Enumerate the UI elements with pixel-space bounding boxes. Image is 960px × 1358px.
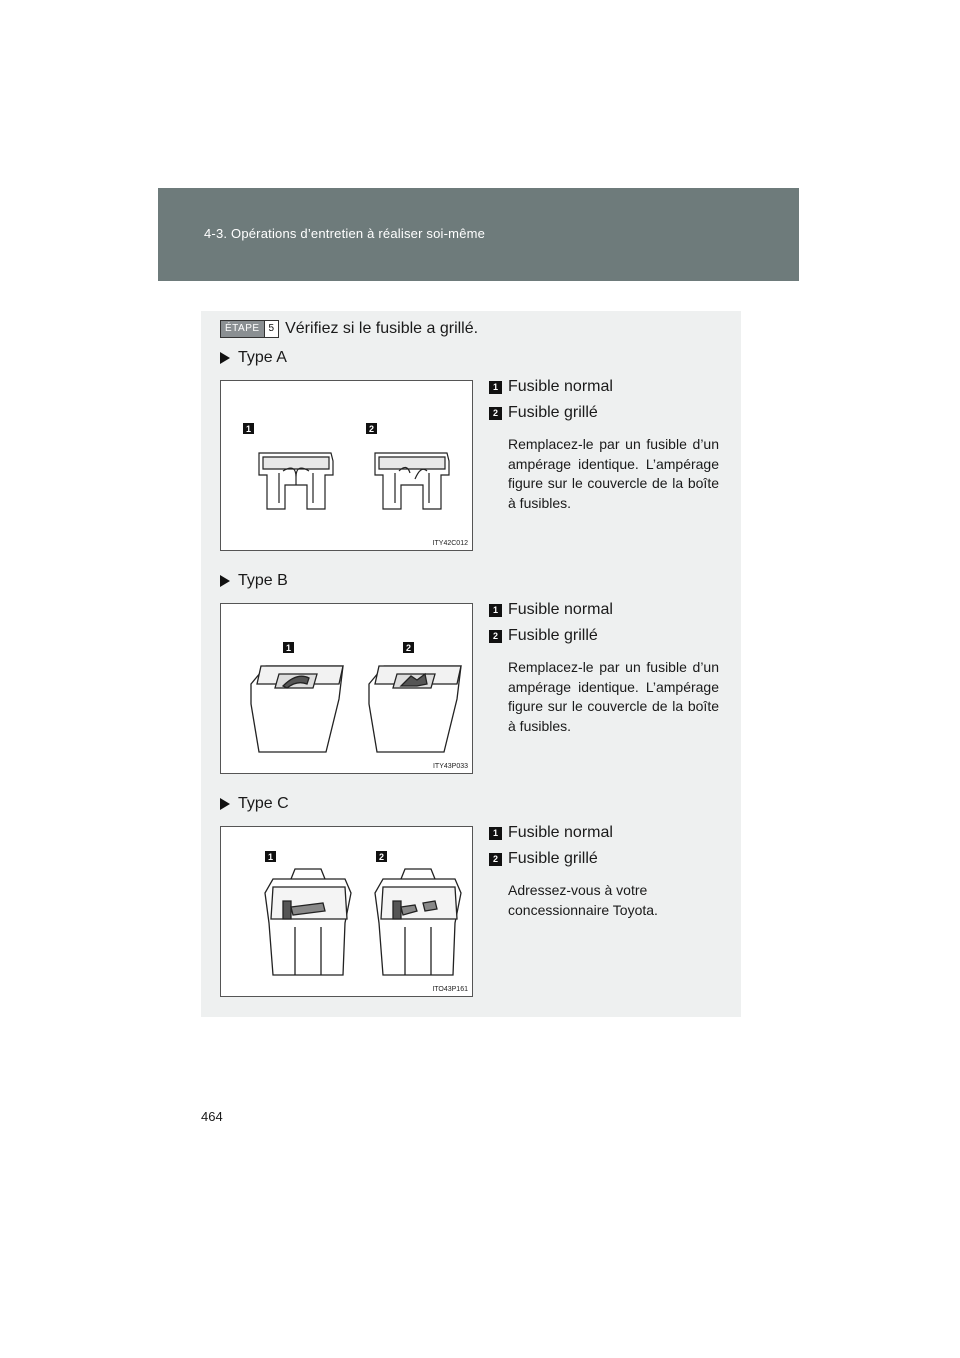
legend-label: Fusible normal: [508, 378, 613, 395]
legend-item: [489, 623, 719, 649]
legend-item: [489, 820, 719, 846]
normal-fuse-drawing: [265, 869, 351, 975]
type-c-heading: [220, 795, 289, 813]
triangle-bullet-icon: [220, 575, 230, 587]
legend-item: [489, 374, 719, 400]
callout-1-icon: 1: [489, 827, 502, 840]
figure-code: ITO43P161: [432, 986, 468, 993]
svg-text:1: 1: [245, 424, 252, 434]
legend-label: Fusible normal: [508, 824, 613, 841]
type-b-heading: [220, 572, 288, 590]
svg-text:2: 2: [368, 424, 375, 434]
callout-2-icon: 2: [489, 407, 502, 420]
section-title: 4-3. Opérations d’entretien à réaliser soi-même: [204, 226, 486, 241]
instruction-text: Adressez-vous à votre concessionnaire Toyota.: [508, 882, 658, 918]
normal-fuse-drawing: [259, 453, 333, 509]
legend-label: Fusible normal: [508, 601, 613, 618]
figure-code: ITY43P033: [432, 763, 468, 770]
step-heading: [220, 320, 478, 338]
legend-item: [489, 400, 719, 426]
svg-text:2: 2: [405, 643, 412, 653]
figure-code: ITY42C012: [432, 540, 468, 547]
callout-1-icon: 1: [489, 381, 502, 394]
legend-item: [489, 846, 719, 872]
type-c-figure: [220, 826, 473, 997]
normal-fuse-drawing: [251, 666, 343, 752]
blown-fuse-drawing: [375, 869, 461, 975]
type-a-figure: [220, 380, 473, 551]
page-number: 464: [201, 1109, 223, 1124]
triangle-bullet-icon: [220, 352, 230, 364]
pal-fuse-illustration: [221, 827, 474, 998]
step-badge-label: ÉTAPE: [221, 321, 264, 337]
content-panel: [201, 311, 741, 1017]
type-a-legend: [489, 374, 719, 513]
section-header: [158, 188, 799, 281]
instruction-text: Remplacez-le par un fusible d’un ampérage identique. L’ampérage figure sur le couvercle de la boîte à fusibles.: [508, 436, 719, 511]
legend-label: Fusible grillé: [508, 850, 598, 867]
blade-fuse-illustration: [221, 381, 474, 552]
svg-text:1: 1: [285, 643, 292, 653]
blown-fuse-drawing: [369, 666, 461, 752]
type-a-label: Type A: [238, 349, 287, 366]
legend-label: Fusible grillé: [508, 627, 598, 644]
triangle-bullet-icon: [220, 798, 230, 810]
type-c-label: Type C: [238, 795, 289, 812]
type-b-figure: [220, 603, 473, 774]
type-b-legend: [489, 597, 719, 736]
svg-text:1: 1: [267, 852, 274, 862]
type-c-legend: [489, 820, 719, 920]
callout-2-icon: 2: [489, 853, 502, 866]
cartridge-fuse-illustration: [221, 604, 474, 775]
type-b-label: Type B: [238, 572, 288, 589]
step-text: Vérifiez si le fusible a grillé.: [285, 320, 479, 337]
svg-text:2: 2: [378, 852, 385, 862]
blown-fuse-drawing: [375, 453, 449, 509]
instruction-text: Remplacez-le par un fusible d’un ampérage identique. L’ampérage figure sur le couvercle de la boîte à fusibles.: [508, 659, 719, 734]
step-badge: [220, 320, 279, 338]
callout-2-icon: 2: [489, 630, 502, 643]
callout-1-icon: 1: [489, 604, 502, 617]
type-a-heading: [220, 349, 287, 367]
legend-label: Fusible grillé: [508, 404, 598, 421]
legend-item: [489, 597, 719, 623]
step-badge-number: 5: [264, 321, 279, 337]
